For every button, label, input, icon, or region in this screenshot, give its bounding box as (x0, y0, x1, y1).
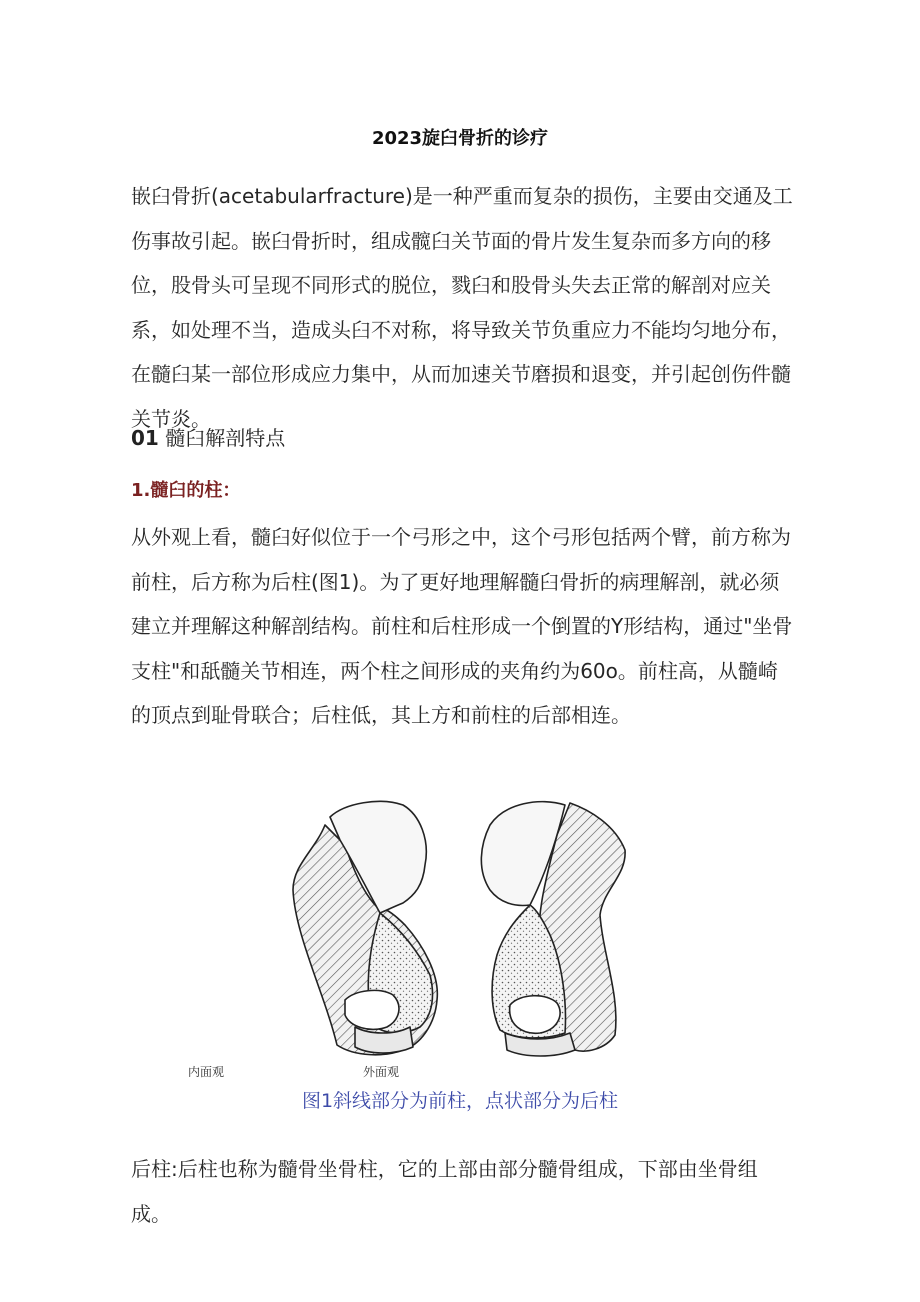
column-paragraph: 从外观上看，髓臼好似位于一个弓形之中，这个弓形包括两个臂，前方称为前柱，后方称为后柱(图1)。为了更好地理解髓臼骨折的病理解剖，就必须建立并理解这种解剖结构。前柱和后柱形成一个倒置的Y形结构，通过"坐骨支柱"和舐髓关节相连，两个柱之间形成的夹角约为60o。前柱高，从髓崎的顶点到耻骨联合；后柱低，其上方和前柱的后部相连。 (131, 525, 793, 727)
posterior-column-paragraph: 后柱:后柱也称为髓骨坐骨柱，它的上部由部分髓骨组成，下部由坐骨组成。 (131, 1157, 758, 1226)
figure-caption: 图1斜线部分为前柱，点状部分为后柱 (301, 1090, 619, 1112)
outer-view-bone (481, 802, 625, 1056)
subsection-heading: 1.髓臼的柱： (131, 480, 241, 501)
figure-label-outer: 外面观 (363, 1065, 400, 1079)
page-title: 2023旋臼骨折的诊疗 (371, 128, 549, 149)
inner-view-bone (293, 801, 437, 1054)
section-heading (131, 422, 285, 451)
section-number: 01 (131, 426, 159, 450)
acetabulum-figure (285, 795, 630, 1063)
figure-label-inner: 内面观 (188, 1065, 225, 1079)
section-title: 髓臼解剖特点 (165, 426, 286, 450)
intro-paragraph: 嵌臼骨折(acetabularfracture)是一种严重而复杂的损伤，主要由交通及工伤事故引起。嵌臼骨折时，组成髋臼关节面的骨片发生复杂而多方向的移位，股骨头可呈现不同形式的脱位，戮臼和股骨头失去正常的解剖对应关系，如处理不当，造成头臼不对称，将导致关节负重应力不能均匀地分布，在髓臼某一部位形成应力集中，从而加速关节磨损和退变，并引起创伤件髓关节炎。 (131, 184, 793, 431)
